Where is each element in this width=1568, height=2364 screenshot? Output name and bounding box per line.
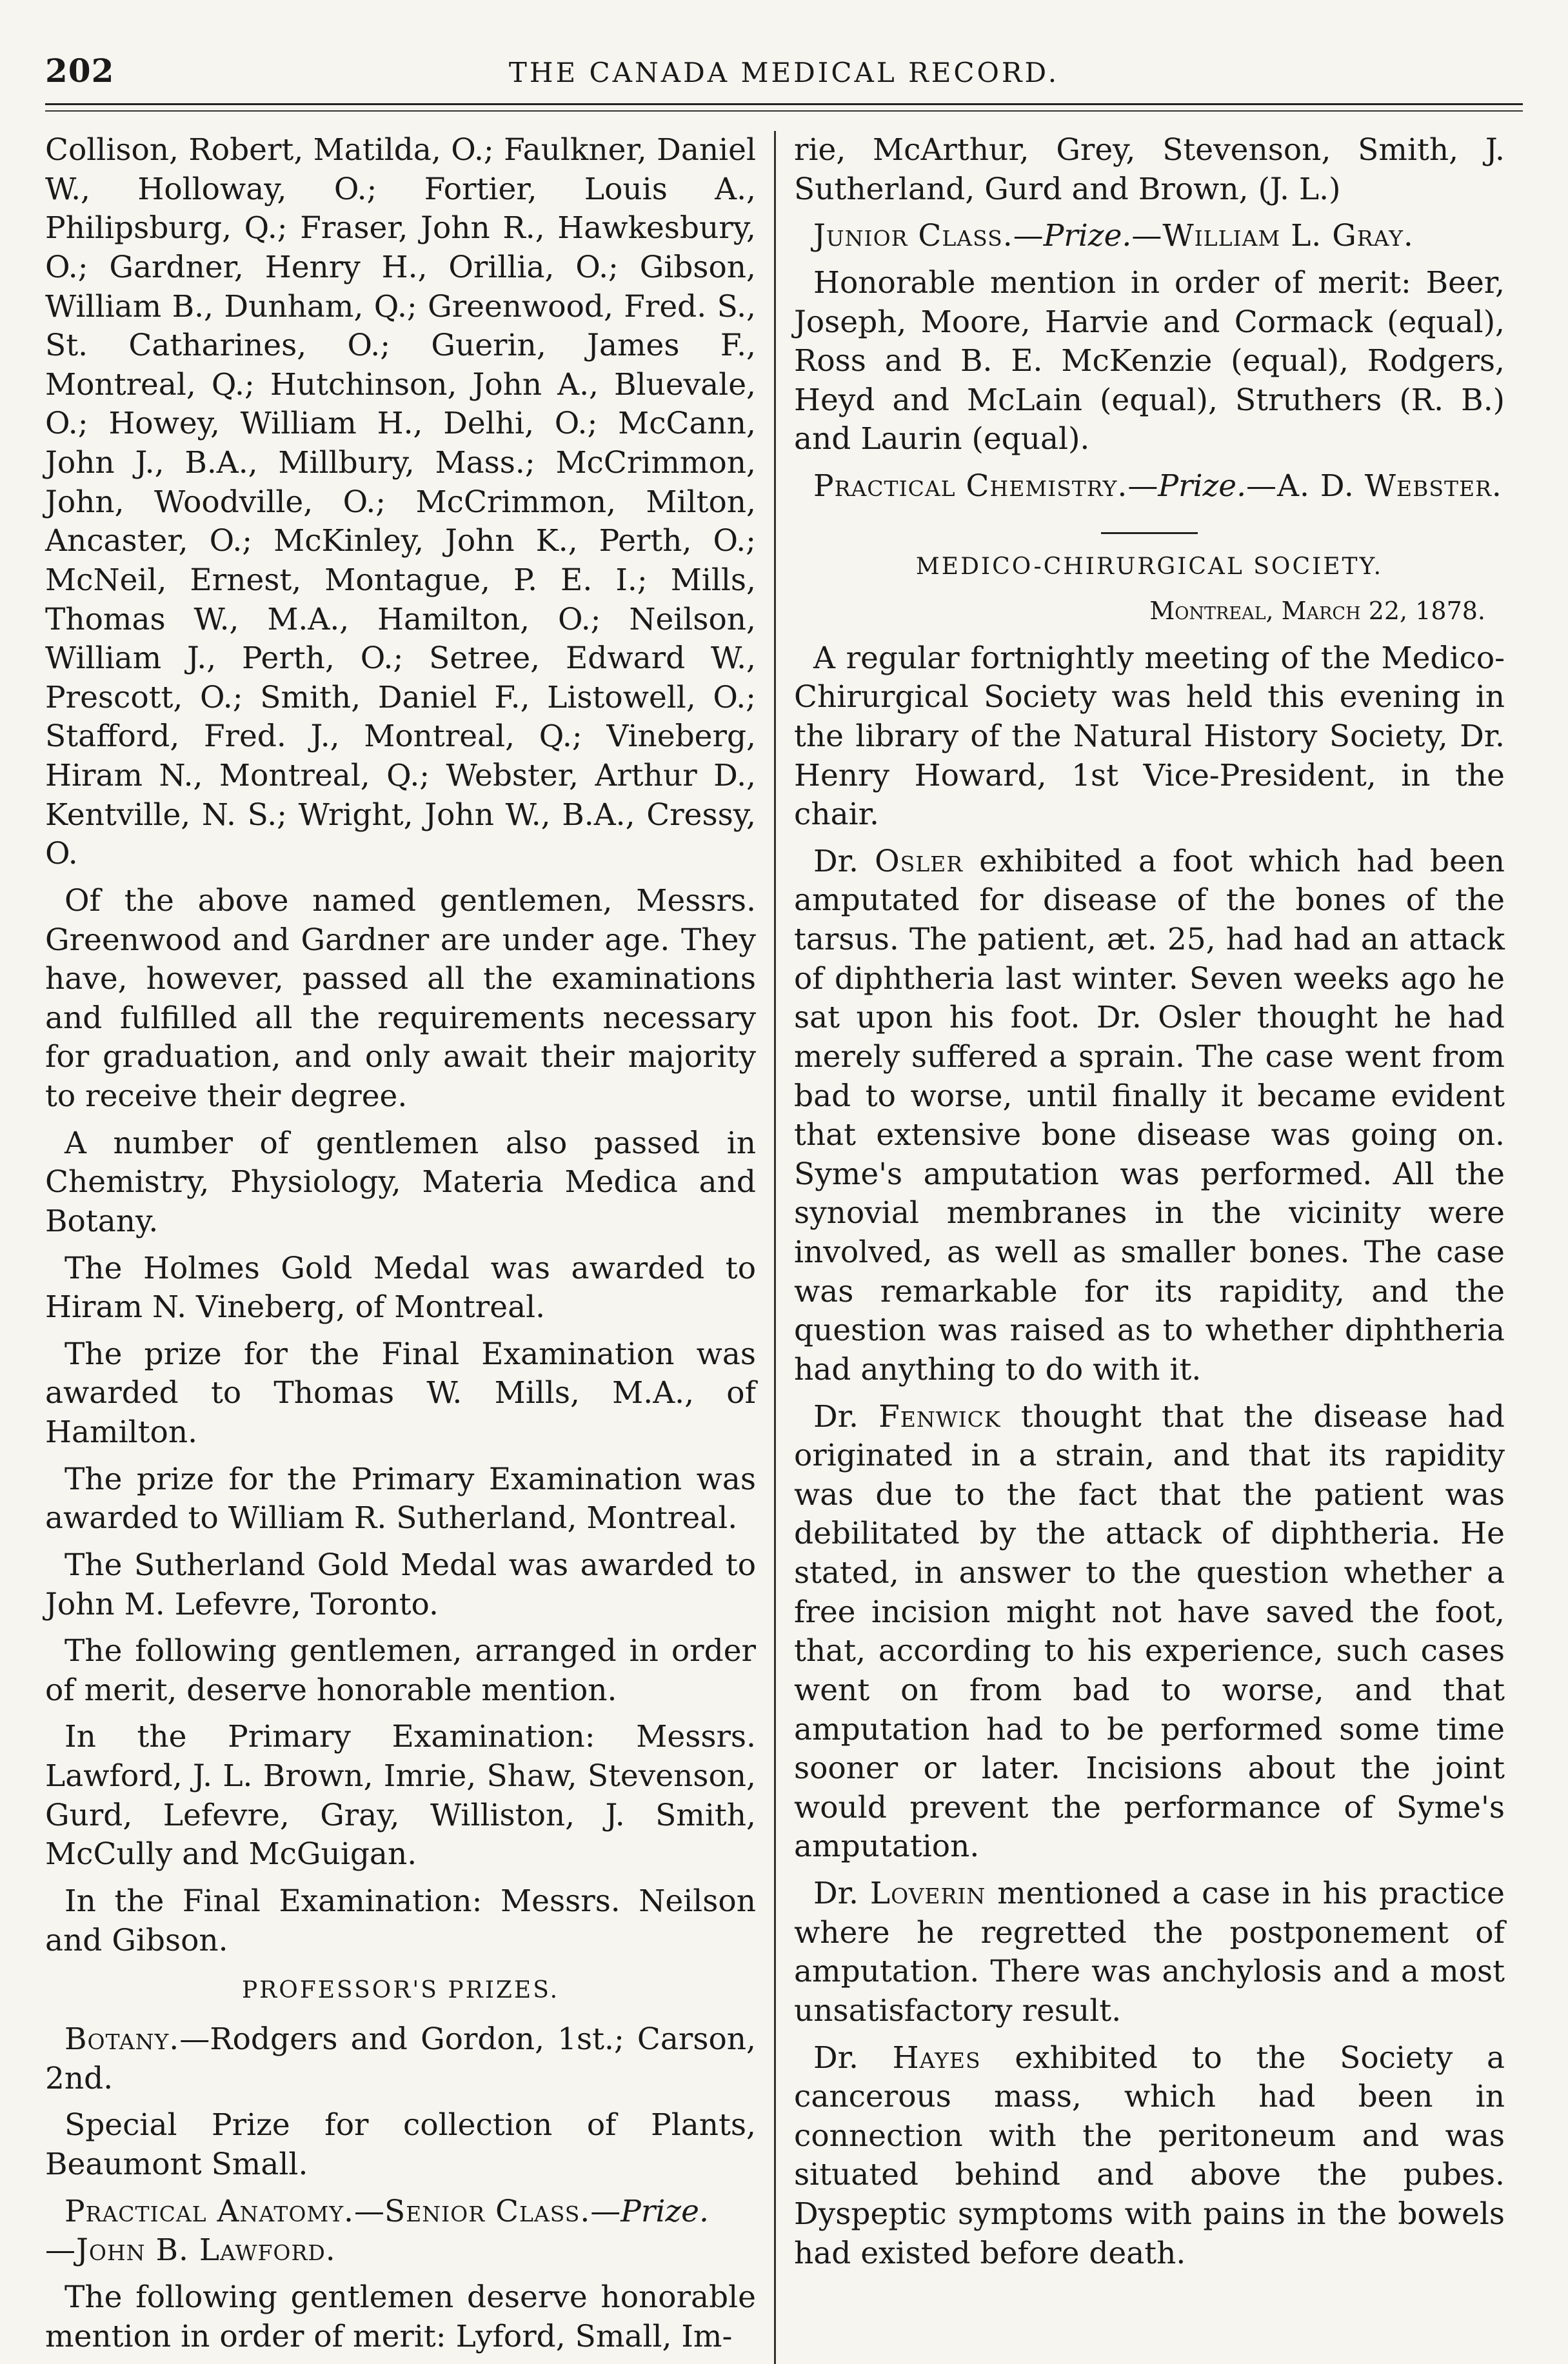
chemistry-label: Practical Chemistry. (813, 468, 1128, 504)
hayes-text: exhibited to the Society a cancerous mass, which had been in connection with the peritoneum and was situated behind and above the pubes. Dyspeptic symptoms with pains in the bowels had existed before death. (794, 2040, 1505, 2271)
chemistry-dash: — (1127, 468, 1158, 504)
society-heading: MEDICO-CHIRURGICAL SOCIETY. (915, 553, 1384, 580)
paragraph-chemistry (794, 467, 1505, 506)
osler-text: exhibited a foot which had been amputated for disease of the bones of the tarsus. The patient, æt. 25, had had an attack of diphtheria last winter. Seven weeks ago he sat upon his foot. Dr. Osler thought he had merely suffered a sprain. The case went from bad to worse, until finally it became evident that extensive bone disease was going on. Syme's amputation was performed. All the synovial membranes in the vicinity were involved, as well as smaller bones. The case was remarkable for its rapidity, and the question was raised as to whether diphtheria had anything to do with it. (794, 843, 1505, 1387)
paragraph-junior-class (794, 217, 1505, 256)
botany-text: —Rodgers and Gordon, 1st.; Carson, 2nd. (45, 2021, 756, 2096)
graduate-list: Collison, Robert, Matilda, O.; Faulkner, Daniel W., Holloway, O.; Fortier, Louis A., Philipsburg, Q.; Fraser, John R., Hawkesbury, O.; Gardner, Henry H., Orillia, O.; Gibson, William B., Dunham, Q.; Greenwood, Fred. S., St. Catharines, O.; Guerin, James F., Montreal, Q.; Hutchinson, John A., Bluevale, O.; Howey, William H., Delhi, O.; McCann, John J., B.A., Millbury, Mass.; McCrimmon, John, Woodville, O.; McCrimmon, Milton, Ancaster, O.; McKinley, John K., Perth, O.; McNeil, Ernest, Montague, P. E. I.; Mills, Thomas W., M.A., Hamilton, O.; Neilson, William J., Perth, O.; Setree, Edward W., Prescott, O.; Smith, Daniel F., Listowell, O.; Stafford, Fred. J., Montreal, Q.; Vineberg, Hiram N., Montreal, Q.; Webster, Arthur D., Kentville, N. S.; Wright, John W., B.A., Cressy, O. (45, 132, 756, 872)
anatomy-label: Practical Anatomy. (65, 2193, 354, 2229)
junior-winner: —William L. Gray. (1131, 218, 1414, 254)
right-column (776, 131, 1505, 2364)
paragraph-final-honors: In the Final Examination: Messrs. Neilson and Gibson. (45, 1883, 756, 1958)
paragraph-fenwick (794, 1398, 1505, 1867)
paragraph-other-passes: A number of gentlemen also passed in Chemistry, Physiology, Materia Medica and Botany. (45, 1125, 756, 1239)
osler-prefix: Dr. (813, 843, 875, 879)
fenwick-prefix: Dr. (813, 1398, 879, 1435)
paragraph-anatomy (45, 2192, 756, 2270)
chemistry-prize-word: Prize. (1158, 468, 1247, 504)
paragraph-final-prize: The prize for the Final Examination was awarded to Thomas W. Mills, M.A., of Hamilton. (45, 1336, 756, 1450)
paragraph-sutherland-medal: The Sutherland Gold Medal was awarded to John M. Lefevre, Toronto. (45, 1547, 756, 1622)
section-rule (1101, 532, 1198, 534)
senior-prize-word: Prize. (620, 2193, 709, 2229)
fenwick-name: Fenwick (878, 1398, 1001, 1435)
header-rule-thin (45, 110, 1523, 112)
paragraph-osler (794, 842, 1505, 1390)
page-number: 202 (45, 52, 115, 90)
paragraph-special-prize: Special Prize for collection of Plants, Beaumont Small. (45, 2107, 756, 2182)
paragraph-loverin (794, 1874, 1505, 2031)
paragraph-primary-prize: The prize for the Primary Examination was awarded to William R. Sutherland, Montreal. (45, 1461, 756, 1536)
botany-label: Botany. (65, 2021, 180, 2058)
hayes-name: Hayes (892, 2040, 981, 2076)
paragraph-honorable-intro: The following gentlemen, arranged in order of merit, deserve honorable mention. (45, 1633, 756, 1708)
loverin-prefix: Dr. (813, 1876, 870, 1911)
osler-name: Osler (875, 843, 964, 879)
paragraph-underage: Of the above named gentlemen, Messrs. Greenwood and Gardner are under age. They have, however, passed all the examinations and fulfilled all the requirements necessary for graduation, and only await their majority to receive their degree. (45, 882, 756, 1114)
paragraph-botany (45, 2020, 756, 2098)
fenwick-text: thought that the disease had originated in a strain, and that its rapidity was due to the fact that the patient was debilitated by the attack of diphtheria. He stated, in answer to the question whether a free incision might not have saved the foot, that, according to his experience, such cases went on from bad to worse, and that amputation had to be performed some time sooner or later. Incisions about the joint would prevent the performance of Syme's amputation. (794, 1398, 1505, 1865)
paragraph-senior-honors-cont: rie, McArthur, Grey, Stevenson, Smith, J. Sutherland, Gurd and Brown, (J. L.) (794, 132, 1505, 207)
junior-prize-word: Prize. (1043, 218, 1132, 254)
loverin-name: Loverin (869, 1876, 986, 1911)
paragraph-hayes (794, 2039, 1505, 2274)
paragraph-meeting: A regular fortnightly meeting of the Medico-Chirurgical Society was held this evening in the library of the Natural History Society, Dr. Henry Howard, 1st Vice-President, in the chair. (794, 640, 1505, 833)
anatomy-winner: —John B. Lawford. (45, 2232, 336, 2269)
chemistry-winner: —A. D. Webster. (1246, 468, 1502, 504)
anatomy-dash: — (353, 2193, 384, 2229)
header-rule (45, 103, 1523, 105)
senior-prize-dash: — (590, 2193, 621, 2229)
paragraph-junior-honors: Honorable mention in order of merit: Beer, Joseph, Moore, Harvie and Cormack (equal), Ross and B. E. McKenzie (equal), Rodgers, Heyd and McLain (equal), Struthers (R. B.) and Laurin (equal). (794, 264, 1505, 457)
junior-dash: — (1013, 218, 1044, 254)
paragraph-holmes-medal: The Holmes Gold Medal was awarded to Hiram N. Vineberg, of Montreal. (45, 1250, 756, 1326)
junior-class-label: Junior Class. (813, 218, 1013, 254)
two-column-body (45, 131, 1523, 2364)
senior-class-label: Senior Class. (384, 2193, 591, 2229)
page-header (45, 39, 1523, 103)
dateline: Montreal, March 22, 1878. (1149, 596, 1485, 625)
paragraph-senior-honors: The following gentlemen deserve honorable mention in order of merit: Lyford, Small, Im- (45, 2279, 756, 2354)
loverin-text: mentioned a case in his practice where he regretted the postponement of amputation. There was anchylosis and a most unsatisfactory result. (794, 1876, 1505, 2029)
hayes-prefix: Dr. (813, 2040, 893, 2076)
professors-prizes-heading: PROFESSOR'S PRIZES. (241, 1977, 560, 2004)
paragraph-primary-honors: In the Primary Examination: Messrs. Lawford, J. L. Brown, Imrie, Shaw, Stevenson, Gurd, Lefevre, Gray, Williston, J. Smith, McCully and McGuigan. (45, 1719, 756, 1872)
running-title: THE CANADA MEDICAL RECORD. (508, 57, 1060, 88)
left-column (45, 131, 774, 2364)
